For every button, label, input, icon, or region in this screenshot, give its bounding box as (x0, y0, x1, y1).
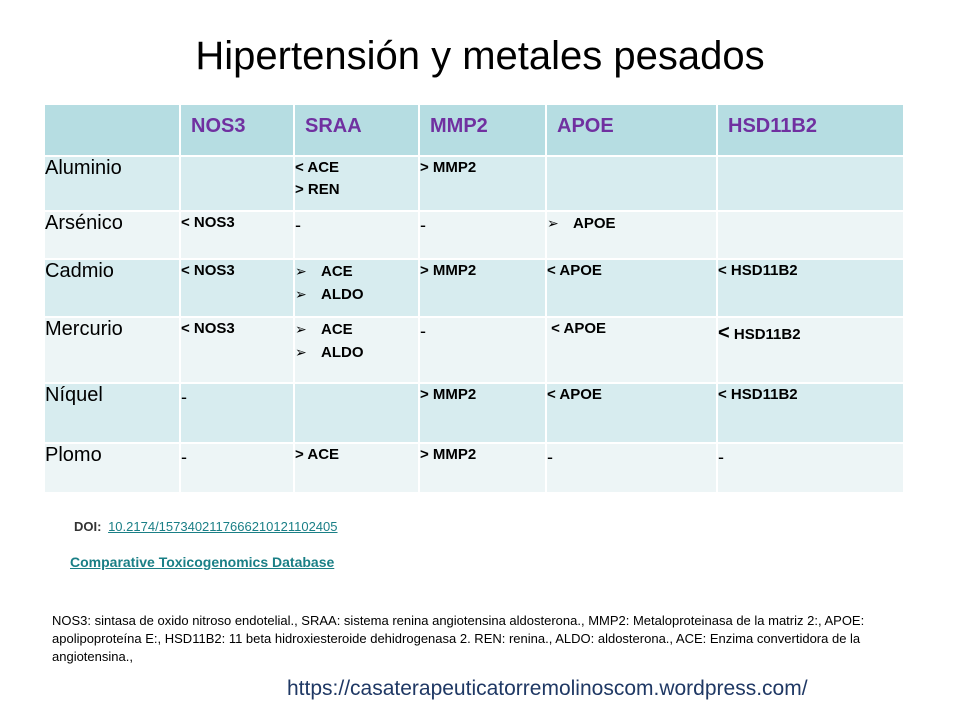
arrow-bullet-icon: ➢ (295, 286, 307, 302)
arrow-bullet-icon: ➢ (547, 215, 559, 231)
cell-plomo-nos3 (180, 443, 294, 493)
cell-plomo-apoe (546, 443, 717, 493)
cell-line (718, 322, 903, 346)
cell-mercurio-sraa (294, 317, 419, 383)
table-row (44, 259, 904, 317)
cell-arsenico-nos3 (180, 211, 294, 259)
cell-aluminio-hsd11b2 (717, 156, 904, 211)
table-row (44, 156, 904, 211)
cell-line (547, 212, 716, 235)
row-label-arsenico: Arsénico (44, 211, 180, 259)
cell-niquel-mmp2 (419, 383, 546, 443)
cell-niquel-apoe (546, 383, 717, 443)
cell-arsenico-mmp2 (419, 211, 546, 259)
row-label-aluminio: Aluminio (44, 156, 180, 211)
cell-line: < APOE (547, 262, 602, 279)
cell-line: > MMP2 (420, 446, 477, 463)
cell-line (295, 341, 418, 364)
cell-arsenico-sraa (294, 211, 419, 259)
cell-dash: - (420, 215, 426, 235)
slide-title: Hipertensión y metales pesados (195, 34, 765, 78)
cell-arsenico-hsd11b2 (717, 211, 904, 259)
doi-label: DOI: (74, 519, 102, 534)
cell-cadmio-sraa (294, 259, 419, 317)
cell-mercurio-nos3 (180, 317, 294, 383)
cell-line: > REN (295, 181, 340, 198)
cell-dash: - (547, 447, 553, 467)
row-label-mercurio: Mercurio (44, 317, 180, 383)
arrow-bullet-icon: ➢ (295, 263, 307, 279)
cell-aluminio-mmp2 (419, 156, 546, 211)
cell-niquel-hsd11b2 (717, 383, 904, 443)
abbreviations-note: NOS3: sintasa de oxido nitroso endotelial., SRAA: sistema renina angiotensina aldosterona., MMP2: Metaloproteinasa de la matriz 2:, APOE: apolipoproteína E:, HSD11B2: 11 beta hidroxiesteroide dehidrogenasa 2. REN: renina., ALDO: aldosterona., ACE: Enzima convertidora de la angiotensina., (52, 613, 865, 664)
cell-plomo-mmp2 (419, 443, 546, 493)
cell-line: < APOE (547, 386, 602, 403)
cell-arsenico-apoe (546, 211, 717, 259)
row-label-niquel: Níquel (44, 383, 180, 443)
cell-mercurio-hsd11b2 (717, 317, 904, 383)
cell-cadmio-apoe (546, 259, 717, 317)
cell-dash: - (718, 447, 724, 467)
cell-line: > MMP2 (420, 386, 477, 403)
cell-dash: - (295, 215, 301, 235)
cell-dash: - (181, 387, 187, 407)
cell-aluminio-apoe (546, 156, 717, 211)
cell-line: > ACE (295, 446, 340, 463)
table-row (44, 317, 904, 383)
cell-aluminio-sraa (294, 156, 419, 211)
cell-aluminio-nos3 (180, 156, 294, 211)
header-nos3: NOS3 (180, 104, 294, 156)
doi-reference (74, 519, 338, 534)
cell-line (295, 260, 418, 283)
cell-line: < NOS3 (181, 262, 235, 279)
cell-line: < HSD11B2 (718, 386, 798, 403)
cell-line: < NOS3 (181, 214, 235, 231)
header-mmp2: MMP2 (419, 104, 546, 156)
table-row (44, 211, 904, 259)
cell-line: < NOS3 (181, 320, 235, 337)
cell-dash: - (420, 321, 426, 341)
cell-line (295, 283, 418, 306)
cell-line: > MMP2 (420, 159, 477, 176)
cell-text: ACE (321, 321, 353, 338)
cell-line (295, 318, 418, 341)
row-label-cadmio: Cadmio (44, 259, 180, 317)
table-header-row (44, 104, 904, 156)
cell-cadmio-mmp2 (419, 259, 546, 317)
footer-url[interactable]: https://casaterapeuticatorremolinoscom.wordpress.com/ (287, 677, 808, 700)
cell-mercurio-mmp2 (419, 317, 546, 383)
cell-niquel-nos3 (180, 383, 294, 443)
cell-plomo-hsd11b2 (717, 443, 904, 493)
header-apoe: APOE (546, 104, 717, 156)
cell-text: HSD11B2 (733, 326, 801, 343)
cell-dash: - (181, 447, 187, 467)
cell-text: ALDO (321, 344, 364, 361)
cell-line: > MMP2 (420, 262, 477, 279)
table-row (44, 443, 904, 493)
cell-mercurio-apoe (546, 317, 717, 383)
row-label-plomo: Plomo (44, 443, 180, 493)
arrow-bullet-icon: ➢ (295, 321, 307, 337)
cell-text: APOE (573, 215, 616, 232)
metals-table (43, 103, 905, 494)
cell-text: ACE (321, 263, 353, 280)
ctd-link[interactable]: Comparative Toxicogenomics Database (70, 554, 335, 570)
header-hsd11b2: HSD11B2 (717, 104, 904, 156)
cell-line: < APOE (547, 320, 607, 337)
cell-cadmio-hsd11b2 (717, 259, 904, 317)
cell-line: < ACE (295, 159, 340, 176)
cell-plomo-sraa (294, 443, 419, 493)
cell-text: < (718, 322, 730, 344)
doi-link[interactable]: 10.2174/1573402117666210121102405 (108, 519, 338, 534)
arrow-bullet-icon: ➢ (295, 344, 307, 360)
table-row (44, 383, 904, 443)
cell-cadmio-nos3 (180, 259, 294, 317)
cell-line: < HSD11B2 (718, 262, 798, 279)
cell-text: ALDO (321, 286, 364, 303)
cell-niquel-sraa (294, 383, 419, 443)
header-sraa: SRAA (294, 104, 419, 156)
header-corner (44, 104, 180, 156)
